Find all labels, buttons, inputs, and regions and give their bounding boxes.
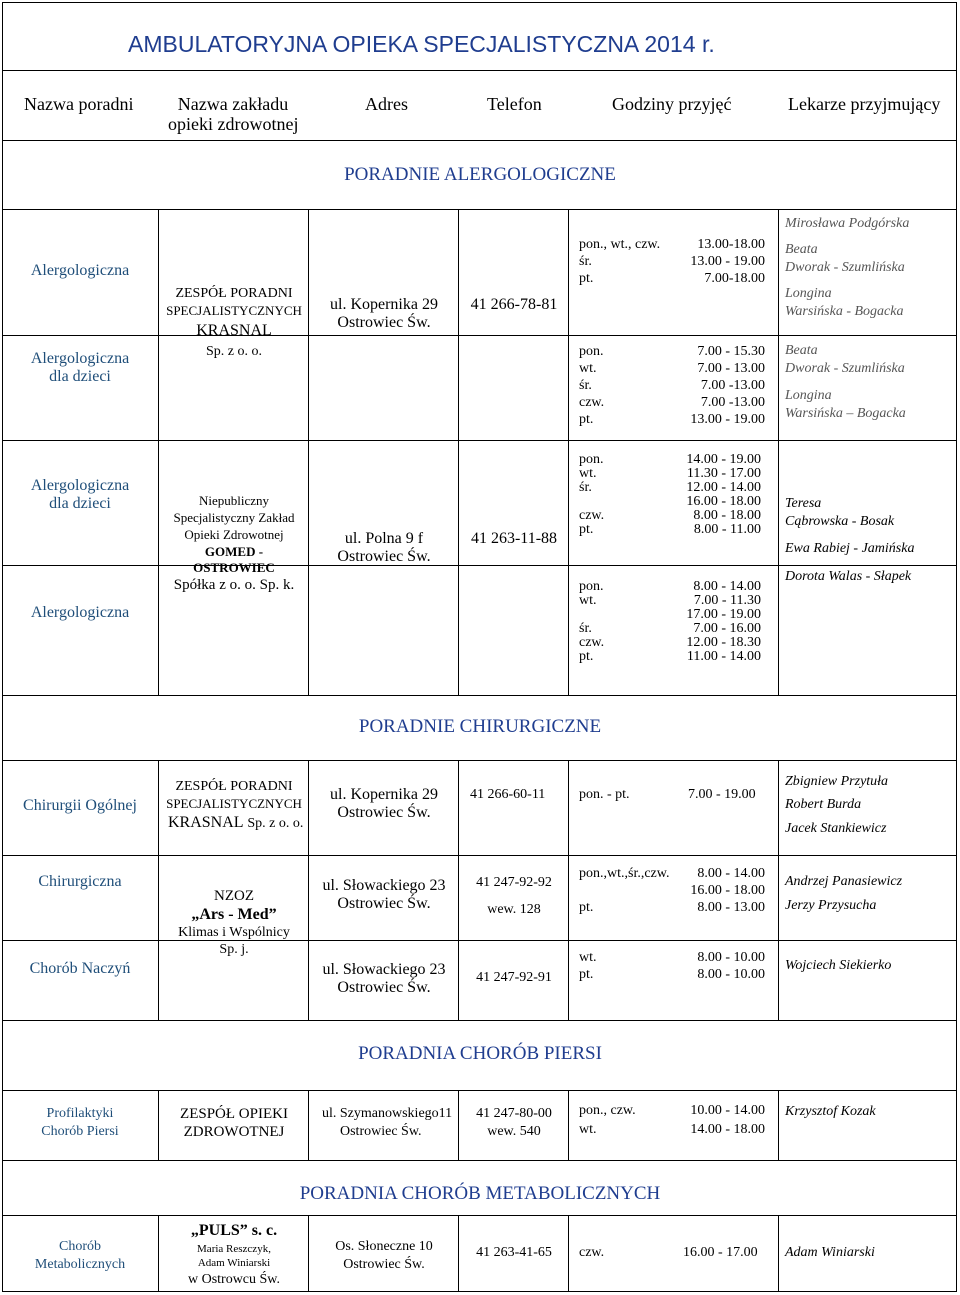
address: ul. Kopernika 29 bbox=[330, 786, 438, 803]
doctor-name: Beata bbox=[785, 242, 818, 257]
col-divider bbox=[308, 209, 309, 695]
section-title: PORADNIE CHIRURGICZNE bbox=[358, 716, 602, 737]
hours-time: 7.00 - 19.00 bbox=[688, 787, 756, 802]
poradnia-name: Profilaktyki bbox=[46, 1106, 114, 1121]
zaklad-name: „PULS” s. c. bbox=[190, 1222, 278, 1239]
hours-days: śr. bbox=[579, 621, 592, 636]
hours-row bbox=[579, 379, 765, 396]
hours-row bbox=[579, 495, 761, 509]
hours-list bbox=[579, 580, 761, 664]
zaklad-name: Adam Winiarski bbox=[197, 1257, 271, 1269]
hours-time: 10.00 - 14.00 bbox=[690, 1103, 765, 1118]
hours-days: pt. bbox=[579, 900, 594, 915]
poradnia-name: Chorób bbox=[59, 1239, 101, 1254]
hours-days: czw. bbox=[579, 395, 605, 410]
zaklad-name: NZOZ bbox=[214, 888, 254, 904]
address: Ostrowiec Św. bbox=[337, 548, 431, 565]
hours-days: pt. bbox=[579, 967, 594, 982]
hours-time: 8.00 - 11.00 bbox=[693, 522, 761, 537]
col-divider bbox=[308, 1215, 309, 1291]
hours-row bbox=[579, 951, 765, 968]
hours-row bbox=[579, 467, 761, 481]
hours-days: pt. bbox=[579, 522, 594, 537]
hours-days: pt. bbox=[579, 271, 594, 286]
address: Ostrowiec Św. bbox=[337, 804, 431, 821]
address: Os. Słoneczne 10 bbox=[335, 1239, 433, 1254]
hours-list bbox=[579, 238, 765, 289]
zaklad-name: OSTROWIEC bbox=[193, 560, 275, 575]
hours-days: czw. bbox=[579, 1245, 605, 1260]
hours-row bbox=[579, 413, 765, 430]
hours-time: 8.00 - 14.00 bbox=[693, 579, 761, 594]
row-divider bbox=[3, 565, 957, 566]
row-divider bbox=[3, 440, 957, 441]
hours-row bbox=[579, 884, 765, 901]
phone: 41 247-80-00 bbox=[476, 1106, 552, 1121]
col-divider bbox=[308, 760, 309, 1020]
row-divider bbox=[3, 695, 957, 696]
hours-row bbox=[579, 650, 761, 664]
col-divider bbox=[158, 209, 159, 695]
doctor-name: Robert Burda bbox=[785, 797, 862, 812]
hours-days: wt. bbox=[579, 593, 597, 608]
hours-time: 12.00 - 14.00 bbox=[686, 480, 761, 495]
zaklad-name: KRASNAL bbox=[196, 322, 272, 339]
doctor-name: Ewa Rabiej - Jamińska bbox=[785, 541, 915, 556]
doctor-name: Longina bbox=[785, 388, 832, 403]
zaklad-name: Niepubliczny bbox=[198, 493, 270, 508]
header-adres: Adres bbox=[365, 94, 408, 114]
hours-days bbox=[579, 608, 675, 622]
hours-days: śr. bbox=[579, 254, 592, 269]
hours-list bbox=[579, 951, 765, 985]
hours-row bbox=[579, 580, 761, 594]
address: ul. Słowackiego 23 bbox=[322, 877, 446, 894]
hours-row bbox=[579, 622, 761, 636]
address: Ostrowiec Św. bbox=[337, 979, 431, 996]
col-divider bbox=[308, 1090, 309, 1160]
hours-time: 14.00 - 19.00 bbox=[686, 452, 761, 467]
zaklad-name: ZESPÓŁ OPIEKI bbox=[180, 1106, 288, 1122]
col-divider bbox=[778, 209, 779, 695]
zaklad-name: Opieki Zdrowotnej bbox=[184, 527, 284, 542]
hours-row bbox=[579, 1104, 765, 1123]
col-divider bbox=[158, 760, 159, 1020]
section-title: PORADNIA CHORÓB PIERSI bbox=[358, 1043, 602, 1064]
phone-ext: wew. 128 bbox=[487, 902, 541, 917]
address: Ostrowiec Św. bbox=[337, 314, 431, 331]
hours-row bbox=[579, 255, 765, 272]
hours-row bbox=[579, 867, 765, 884]
hours-time: 13.00 - 19.00 bbox=[690, 412, 765, 427]
hours-days: pt. bbox=[579, 649, 594, 664]
poradnia-name: Chorób Naczyń bbox=[29, 960, 131, 977]
hours-row bbox=[579, 238, 765, 255]
page-title: AMBULATORYJNA OPIEKA SPECJALISTYCZNA 2014 r. bbox=[128, 31, 715, 57]
hours-list bbox=[579, 867, 765, 918]
col-divider bbox=[568, 1215, 569, 1291]
hours-days: wt. bbox=[579, 1122, 597, 1137]
doctor-name: Warsińska – Bogacka bbox=[785, 406, 906, 421]
doctor-name: Warsińska - Bogacka bbox=[785, 304, 904, 319]
col-divider bbox=[458, 209, 459, 695]
col-divider bbox=[778, 1090, 779, 1160]
doctor-name: Dorota Walas - Słapek bbox=[785, 569, 912, 584]
header-poradnia: Nazwa poradni bbox=[24, 94, 134, 114]
col-divider bbox=[568, 209, 569, 695]
address: Ostrowiec Św. bbox=[337, 895, 431, 912]
doctor-name: Krzysztof Kozak bbox=[785, 1104, 876, 1119]
hours-row bbox=[579, 523, 761, 537]
col-divider bbox=[158, 1215, 159, 1291]
phone: 41 247-92-91 bbox=[476, 970, 552, 985]
hours-days: wt. bbox=[579, 466, 597, 481]
header-telefon: Telefon bbox=[487, 94, 542, 114]
hours-time: 8.00 - 18.00 bbox=[693, 508, 761, 523]
hours-days: pt. bbox=[579, 412, 594, 427]
zaklad-name: SPECJALISTYCZNYCH bbox=[166, 796, 302, 811]
hours-days: pon. bbox=[579, 452, 604, 467]
doctor-name: Dworak - Szumlińska bbox=[785, 260, 905, 275]
poradnia-name: dla dzieci bbox=[49, 495, 111, 512]
address: ul. Polna 9 f bbox=[344, 530, 424, 547]
address: Ostrowiec Św. bbox=[343, 1257, 425, 1272]
phone: 41 263-11-88 bbox=[470, 530, 558, 547]
col-divider bbox=[568, 1090, 569, 1160]
hours-days bbox=[579, 495, 675, 509]
doctor-name: Mirosława Podgórska bbox=[785, 216, 910, 231]
poradnia-name: Chorób Piersi bbox=[41, 1124, 119, 1139]
doctor-name: Adam Winiarski bbox=[785, 1245, 875, 1260]
doctor-name: Andrzej Panasiewicz bbox=[785, 874, 903, 889]
hours-row bbox=[579, 453, 761, 467]
hours-time: 7.00 - 16.00 bbox=[693, 621, 761, 636]
poradnia-name: Alergologiczna bbox=[30, 262, 130, 279]
doctor-name: Jacek Stankiewicz bbox=[785, 821, 887, 836]
hours-time: 7.00 - 15.30 bbox=[697, 344, 765, 359]
zaklad-form: Sp. j. bbox=[219, 942, 249, 957]
hours-row bbox=[579, 1123, 765, 1142]
row-divider bbox=[3, 760, 957, 761]
col-divider bbox=[458, 760, 459, 1020]
hours-time: 7.00 - 11.30 bbox=[693, 593, 761, 608]
hours-row bbox=[579, 362, 765, 379]
header-zaklad-2: opieki zdrowotnej bbox=[168, 114, 299, 134]
row-divider bbox=[3, 1090, 957, 1091]
hours-list bbox=[579, 345, 765, 430]
col-divider bbox=[158, 1090, 159, 1160]
poradnia-name: Alergologiczna bbox=[30, 350, 130, 367]
hours-days: wt. bbox=[579, 361, 597, 376]
hours-time: 11.00 - 14.00 bbox=[686, 649, 761, 664]
hours-days: pon., czw. bbox=[579, 1103, 636, 1118]
hours-row bbox=[579, 608, 761, 622]
row-divider bbox=[3, 1215, 957, 1216]
poradnia-name: Chirurgiczna bbox=[38, 873, 122, 890]
hours-time: 16.00 - 18.00 bbox=[686, 494, 761, 509]
col-divider bbox=[458, 1215, 459, 1291]
hours-time: 8.00 - 14.00 bbox=[697, 866, 765, 881]
zaklad-name: KRASNAL Sp. z o. o. bbox=[168, 814, 304, 831]
hours-days: pon. bbox=[579, 344, 604, 359]
hours-time: 16.00 - 17.00 bbox=[683, 1245, 758, 1260]
zaklad-name: ZDROWOTNEJ bbox=[183, 1124, 285, 1140]
header-godziny: Godziny przyjęć bbox=[612, 94, 732, 114]
hours-row bbox=[579, 272, 765, 289]
phone: 41 263-41-65 bbox=[476, 1245, 552, 1260]
address: ul. Kopernika 29 bbox=[330, 296, 438, 313]
hours-days: pon. - pt. bbox=[579, 787, 630, 802]
hours-row bbox=[579, 636, 761, 650]
hours-time: 8.00 - 10.00 bbox=[697, 950, 765, 965]
hours-list bbox=[579, 453, 761, 537]
hours-row bbox=[579, 396, 765, 413]
hours-days: pon., wt., czw. bbox=[579, 237, 661, 252]
hours-row bbox=[579, 901, 765, 918]
section-title: PORADNIA CHORÓB METABOLICZNYCH bbox=[299, 1183, 661, 1204]
zaklad-name: Maria Reszczyk, bbox=[197, 1243, 271, 1255]
hours-time: 7.00 - 13.00 bbox=[697, 361, 765, 376]
hours-time: 8.00 - 10.00 bbox=[697, 967, 765, 982]
zaklad-name: Specjalistyczny Zakład bbox=[173, 510, 295, 525]
zaklad-name: SPECJALISTYCZNYCH bbox=[166, 303, 302, 318]
zaklad-form: Sp. z o. o. bbox=[206, 344, 262, 359]
doctor-name: Beata bbox=[785, 343, 818, 358]
hours-row bbox=[579, 594, 761, 608]
poradnia-name: dla dzieci bbox=[49, 368, 111, 385]
phone: 41 266-60-11 bbox=[470, 787, 546, 802]
zaklad-form: Spółka z o. o. Sp. k. bbox=[173, 577, 295, 593]
hours-time: 11.30 - 17.00 bbox=[686, 466, 761, 481]
phone: 41 266-78-81 bbox=[470, 296, 558, 313]
hours-row bbox=[579, 968, 765, 985]
hours-days: śr. bbox=[579, 480, 592, 495]
zaklad-name: w Ostrowcu Św. bbox=[187, 1272, 281, 1287]
poradnia-name: Metabolicznych bbox=[34, 1257, 126, 1272]
address: Ostrowiec Św. bbox=[340, 1124, 422, 1139]
phone: 41 247-92-92 bbox=[476, 875, 552, 890]
schedule-table bbox=[2, 2, 957, 1292]
poradnia-name: Alergologiczna bbox=[30, 604, 130, 621]
doctor-name: Dworak - Szumlińska bbox=[785, 361, 905, 376]
hours-row bbox=[579, 345, 765, 362]
address: ul. Szymanowskiego11 bbox=[322, 1106, 453, 1121]
hours-days: czw. bbox=[579, 508, 605, 523]
doctor-name: Longina bbox=[785, 286, 832, 301]
doctor-name: Wojciech Siekierko bbox=[785, 958, 892, 973]
hours-time: 7.00 -13.00 bbox=[700, 395, 765, 410]
zaklad-name: Klimas i Wspólnicy bbox=[178, 925, 290, 940]
header-zaklad-1: Nazwa zakładu bbox=[177, 94, 289, 114]
hours-row bbox=[579, 481, 761, 495]
poradnia-name: Alergologiczna bbox=[30, 477, 130, 494]
hours-time: 7.00 -13.00 bbox=[700, 378, 765, 393]
col-divider bbox=[458, 1090, 459, 1160]
hours-time: 16.00 - 18.00 bbox=[690, 883, 765, 898]
zaklad-name: GOMED - bbox=[204, 544, 264, 559]
row-divider bbox=[3, 940, 957, 941]
hours-time: 8.00 - 13.00 bbox=[697, 900, 765, 915]
doctor-name: Cąbrowska - Bosak bbox=[785, 514, 895, 529]
hours-days: czw. bbox=[579, 635, 605, 650]
hours-row bbox=[579, 509, 761, 523]
hours-time: 7.00-18.00 bbox=[704, 271, 765, 286]
hours-days: pon. bbox=[579, 579, 604, 594]
row-divider bbox=[3, 70, 957, 71]
zaklad-name: ZESPÓŁ PORADNI bbox=[175, 286, 293, 301]
doctor-name: Jerzy Przysucha bbox=[785, 898, 877, 913]
hours-days: pon.,wt.,śr.,czw. bbox=[579, 866, 670, 881]
address: ul. Słowackiego 23 bbox=[322, 961, 446, 978]
hours-list bbox=[579, 1104, 765, 1142]
hours-days: wt. bbox=[579, 950, 597, 965]
row-divider bbox=[3, 855, 957, 856]
zaklad-name: ZESPÓŁ PORADNI bbox=[175, 779, 293, 794]
zaklad-name: „Ars - Med” bbox=[191, 906, 277, 923]
row-divider bbox=[3, 140, 957, 141]
row-divider bbox=[3, 1020, 957, 1021]
col-divider bbox=[778, 760, 779, 1020]
poradnia-name: Chirurgii Ogólnej bbox=[23, 797, 137, 814]
col-divider bbox=[568, 760, 569, 1020]
hours-time: 13.00-18.00 bbox=[697, 237, 765, 252]
row-divider bbox=[3, 209, 957, 210]
row-divider bbox=[3, 335, 957, 336]
phone-ext: wew. 540 bbox=[487, 1124, 541, 1139]
col-divider bbox=[778, 1215, 779, 1291]
hours-time: 12.00 - 18.30 bbox=[686, 635, 761, 650]
doctor-name: Zbigniew Przytuła bbox=[785, 774, 889, 789]
hours-days bbox=[579, 884, 683, 901]
row-divider bbox=[3, 1160, 957, 1161]
hours-days: śr. bbox=[579, 378, 592, 393]
hours-time: 17.00 - 19.00 bbox=[686, 607, 761, 622]
hours-time: 13.00 - 19.00 bbox=[690, 254, 765, 269]
doctor-name: Teresa bbox=[785, 496, 822, 511]
section-title: PORADNIE ALERGOLOGICZNE bbox=[344, 164, 616, 185]
hours-time: 14.00 - 18.00 bbox=[690, 1122, 765, 1137]
header-lekarze: Lekarze przyjmujący bbox=[788, 94, 941, 114]
